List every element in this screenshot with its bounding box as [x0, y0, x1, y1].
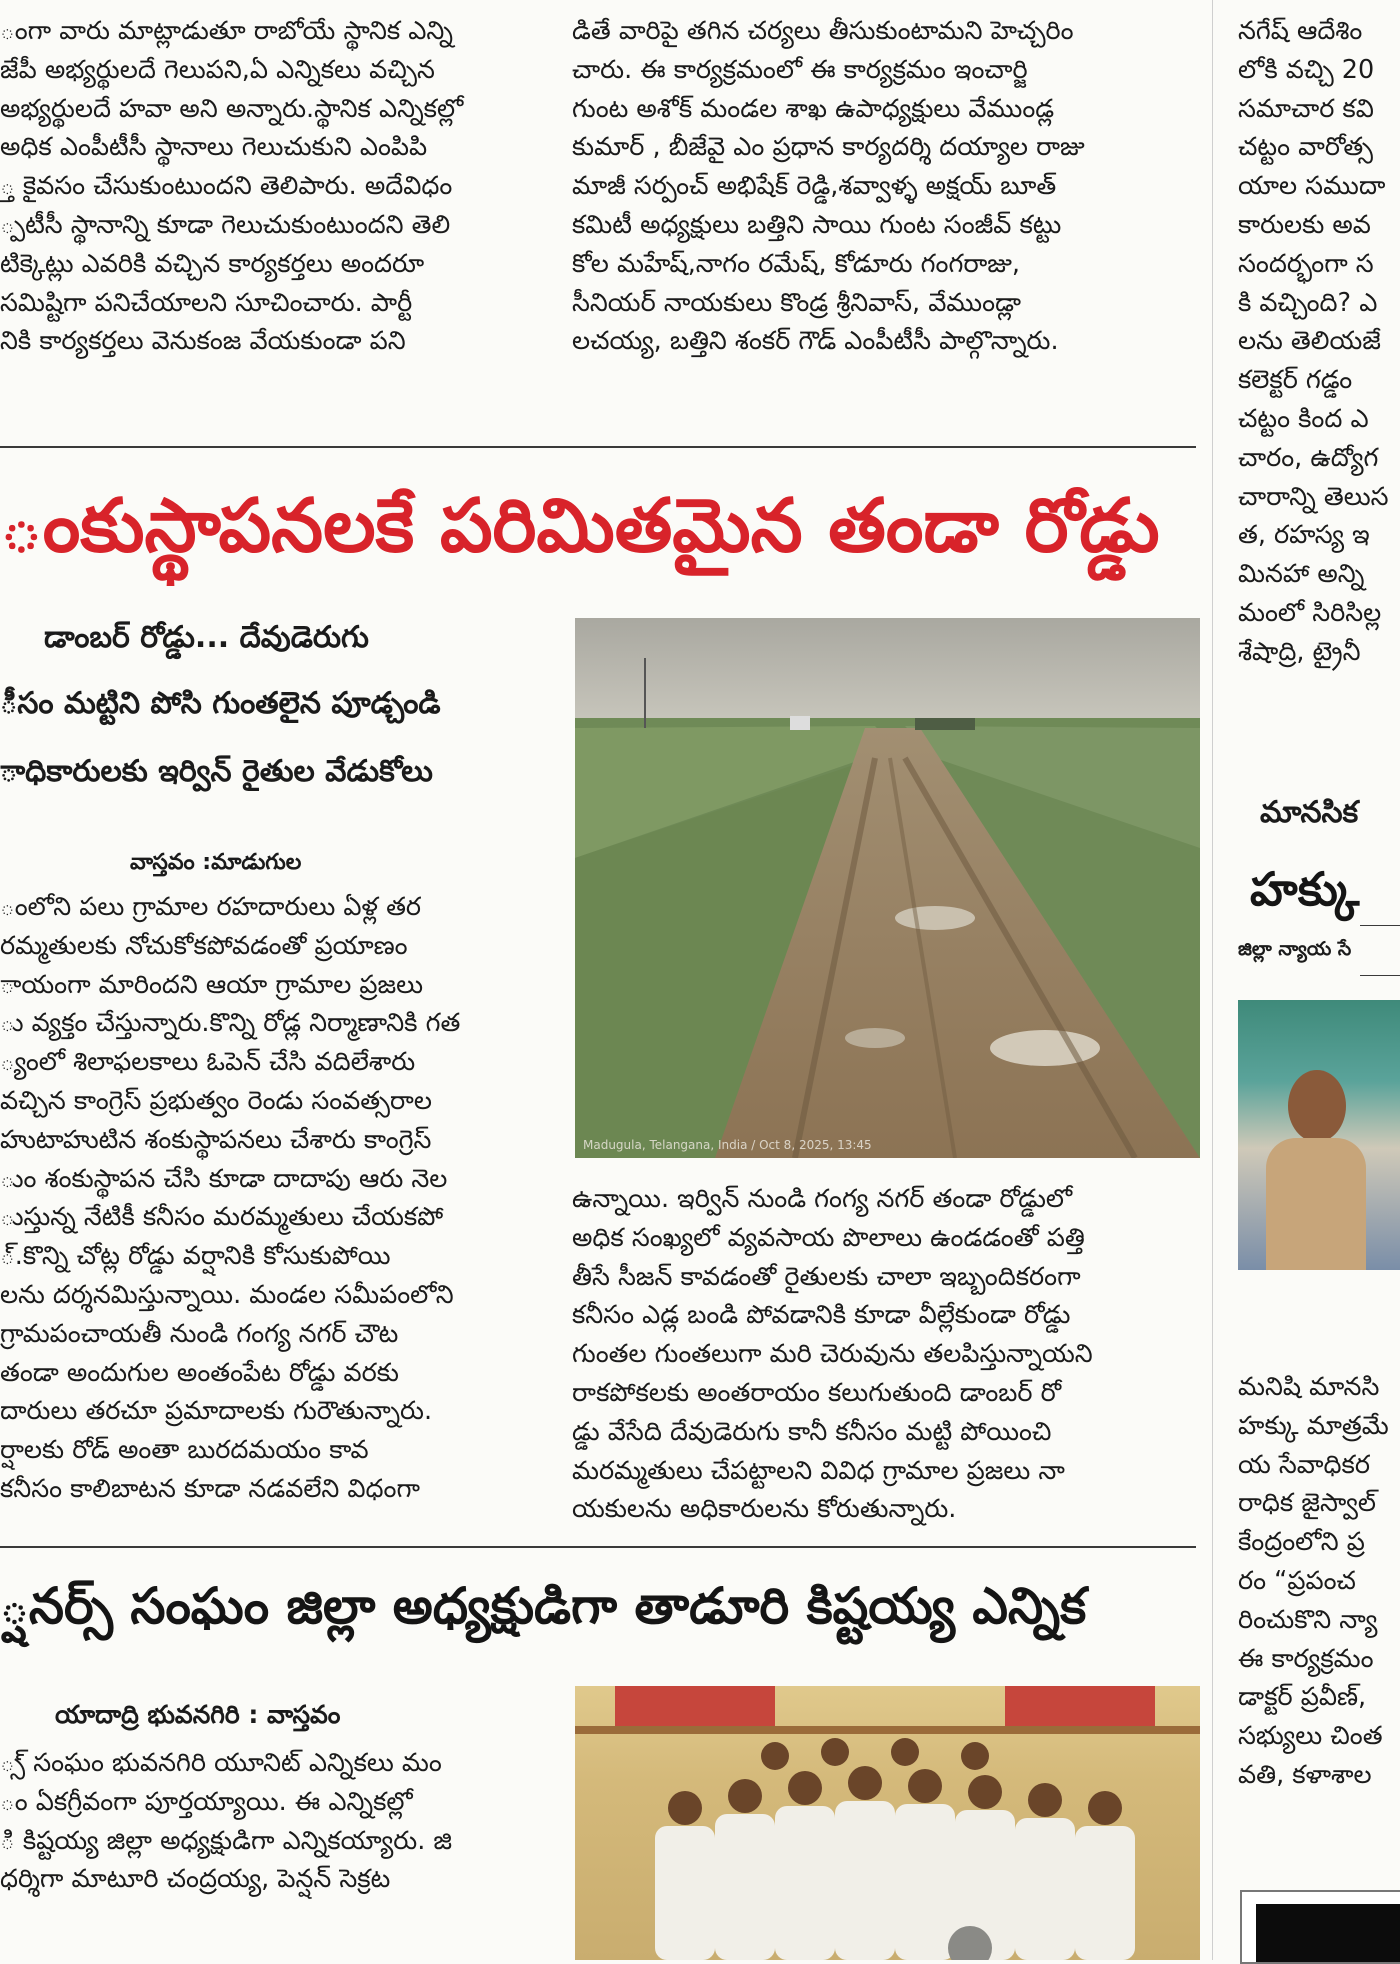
- text-line: య సేవాధికర: [1238, 1449, 1370, 1480]
- text-line: తండా అందుగుల అంతంపేట రోడ్డు వరకు: [0, 1357, 399, 1388]
- column-divider: [1212, 0, 1213, 1960]
- text-line: కనీసం ఎడ్ల బండి పోవడానికి కూడా వీల్లేకుండా రోడ్డు: [572, 1300, 1071, 1331]
- text-line: అధిక ఎంపీటీసీ స్థానాలు గెలుచుకుని ఎంపిపి: [0, 132, 428, 163]
- story1-byline: వాస్తవం :మాడుగుల: [130, 850, 302, 875]
- story2-headline: ్షనర్స్ సంఘం జిల్లా అధ్యక్షుడిగా తాడూరి కిష్టయ్య ఎన్నిక: [0, 1577, 1087, 1635]
- text-line: తీసే సీజన్ కావడంతో రైతులకు చాలా ఇబ్బందికరంగా: [572, 1261, 1081, 1292]
- text-line: ంలోని పలు గ్రామాల రహదారులు ఏళ్ల తర: [0, 892, 422, 922]
- text-line: డ్డు వేసేది దేవుడెరుగు కానీ కనీసం మట్టి పోయించి: [572, 1416, 1052, 1447]
- text-line: మాజీ సర్పంచ్ అభిషేక్ రెడ్డి,శవ్వాళ్ళ అక్షయ్ బూత్: [572, 171, 1057, 202]
- text-line: ంగా వారు మాట్లాడుతూ రాబోయే స్థానిక ఎన్ని: [0, 16, 453, 46]
- text-line: ుస్తున్న నేటికీ కనీసం మరమ్మతులు చేయకపో: [0, 1202, 444, 1233]
- story1-subheadline-1: డాంబర్ రోడ్డు... దేవుడెరుగు: [44, 620, 369, 655]
- text-line: రమ్మతులకు నోచుకోకపోవడంతో ప్రయాణం: [0, 930, 408, 961]
- text-line: శేషాద్రి, ట్రైనీ: [1238, 636, 1361, 667]
- right-column-lower-text: [1238, 1368, 1400, 1838]
- text-line: గుంట అశోక్ మండల శాఖ ఉపాధ్యక్షులు వేముండ్ల: [572, 93, 1055, 124]
- text-line: కుమార్ , బీజేవై ఎం ప్రధాన కార్యదర్శి దయ్యాల రాజు: [572, 132, 1085, 163]
- text-line: ్యంలో శిలాఫలకాలు ఓపెన్ చేసి వదిలేశారు: [0, 1047, 416, 1078]
- text-line: ర్షాలకు రోడ్ అంతా బురదమయం కావ: [0, 1435, 369, 1466]
- text-line: అభ్యర్థులదే హవా అని అన్నారు.స్థానిక ఎన్నికల్లో: [0, 93, 464, 124]
- text-line: సమిష్టిగా పనిచేయాలని సూచించారు. పార్టీ: [0, 287, 413, 318]
- text-line: చట్టం కింద ఎ: [1238, 403, 1369, 434]
- text-line: దారులు తరచూ ప్రమాదాలకు గురౌతున్నారు.: [0, 1396, 433, 1427]
- text-line: ్త కైవసం చేసుకుంటుందని తెలిపారు. అదేవిధం: [0, 171, 453, 202]
- text-line: రం “ప్రపంచ: [1238, 1565, 1356, 1596]
- text-line: లను తెలియజే: [1238, 326, 1381, 357]
- text-line: త, రహస్య ఇ: [1238, 520, 1370, 551]
- text-line: ి కిష్టయ్య జిల్లా అధ్యక్షుడిగా ఎన్నికయ్యారు. జి: [0, 1825, 453, 1856]
- text-line: ుం శంకుస్థాపన చేసి కూడా దాదాపు ఆరు నెల: [0, 1163, 448, 1194]
- section-divider: [0, 446, 1196, 448]
- text-line: మంలో సిరిసిల్ల: [1238, 597, 1382, 628]
- text-line: కమిటీ అధ్యక్షులు బత్తిని సాయి గుంట సంజీవ్ కట్టు: [572, 209, 1062, 240]
- person-figure: [1266, 1070, 1366, 1270]
- text-line: వతి, కళాశాల: [1238, 1759, 1372, 1790]
- road-photo: [575, 618, 1200, 1158]
- text-line: ం ఏకగ్రీవంగా పూర్తయ్యాయి. ఈ ఎన్నికల్లో: [0, 1786, 413, 1817]
- text-line: వచ్చిన కాంగ్రెస్ ప్రభుత్వం రెండు సంవత్సరాల: [0, 1085, 432, 1116]
- text-line: కోల మహేష్,నాగం రమేష్, కోడూరు గంగరాజు,: [572, 248, 1021, 279]
- right-byline: జిల్లా న్యాయ సే: [1238, 938, 1352, 960]
- text-line: కేంద్రంలోని ప్ర: [1238, 1527, 1365, 1558]
- right-subheadline: మానసిక: [1260, 795, 1359, 830]
- story1-right-text: [572, 1180, 1202, 1540]
- text-line: ధర్శిగా మాటూరి చంద్రయ్య, పెన్షన్ సెక్రట: [0, 1864, 391, 1895]
- text-line: రాకపోకలకు అంతరాయం కలుగుతుంది డాంబర్ రో: [572, 1377, 1062, 1408]
- text-line: రాధిక జైస్వాల్: [1238, 1488, 1377, 1519]
- group-photo: [575, 1686, 1200, 1960]
- text-line: నగేష్ ఆదేశిం: [1238, 16, 1363, 46]
- top-left-column-text: [0, 12, 545, 382]
- story2-byline: యాదాద్రి భువనగిరి : వాస్తవం: [55, 1700, 341, 1729]
- text-line: హుటాహుటిన శంకుస్థాపనలు చేశారు కాంగ్రెస్: [0, 1124, 432, 1155]
- group-of-people-image: [575, 1686, 1200, 1960]
- text-line: గుంతల గుంతలుగా మరి చెరువును తలపిస్తున్నాయని: [572, 1339, 1093, 1370]
- text-line: డాక్టర్ ప్రవీణ్,: [1238, 1682, 1367, 1713]
- text-line: లచయ్య, బత్తిని శంకర్ గౌడ్ ఎంపీటీసీ పాల్గొన్నారు.: [572, 326, 1059, 357]
- right-byline-rule: [1360, 925, 1400, 926]
- text-line: యాల సముదా: [1238, 171, 1386, 202]
- text-line: మనిషి మానసి: [1238, 1372, 1380, 1402]
- text-line: సభ్యులు చింత: [1238, 1721, 1383, 1752]
- text-line: కారులకు అవ: [1238, 209, 1371, 240]
- text-line: ఈ కార్యక్రమం: [1238, 1643, 1374, 1674]
- text-line: టిక్కెట్లు ఎవరికి వచ్చిన కార్యకర్తలు అందరూ: [0, 248, 425, 279]
- text-line: ఉన్నాయి. ఇర్విన్ నుండి గంగ్య నగర్ తండా రోడ్డులో: [572, 1184, 1073, 1214]
- text-line: మరమ్మతులు చేపట్టాలని వివిధ గ్రామాల ప్రజలు నా: [572, 1455, 1065, 1486]
- text-line: కి వచ్చింది? ఎ: [1238, 287, 1378, 318]
- text-line: కలెక్టర్ గడ్డం: [1238, 365, 1353, 396]
- right-byline-rule: [1360, 975, 1400, 976]
- story1-headline: ంకుస్థాపనలకే పరిమితమైన తండా రోడ్డు: [0, 483, 1160, 569]
- text-line: లను దర్శనమిస్తున్నాయి. మండల సమీపంలోని: [0, 1279, 454, 1310]
- text-line: ్పటీసీ స్థానాన్ని కూడా గెలుచుకుంటుందని తెలి: [0, 209, 451, 240]
- text-line: చారు. ఈ కార్యక్రమంలో ఈ కార్యక్రమం ఇంచార్జి: [572, 54, 1028, 85]
- text-line: లోకి వచ్చి 20: [1238, 54, 1375, 85]
- story1-subheadline-3: ాధికారులకు ఇర్విన్ రైతుల వేడుకోలు: [0, 754, 433, 789]
- text-line: నికి కార్యకర్తలు వెనుకంజ వేయకుండా పని: [0, 326, 406, 357]
- text-line: ాయంగా మారిందని ఆయా గ్రామాల ప్రజలు: [0, 969, 424, 1000]
- text-line: ు వ్యక్తం చేస్తున్నారు.కొన్ని రోడ్ల నిర్మాణానికి గత: [0, 1008, 461, 1039]
- text-line: రించుకొని న్యా: [1238, 1604, 1378, 1635]
- text-line: యకులను అధికారులను కోరుతున్నారు.: [572, 1494, 957, 1525]
- section-divider: [0, 1546, 1196, 1548]
- text-line: చట్టం వారోత్స: [1238, 132, 1373, 163]
- text-line: మినహా అన్ని: [1238, 559, 1365, 590]
- text-line: చారం, ఉద్యోగ: [1238, 442, 1379, 473]
- text-line: హక్కు మాత్రమే: [1238, 1410, 1389, 1441]
- photo-caption: Madugula, Telangana, India / Oct 8, 2025, 13:45: [583, 1138, 872, 1152]
- text-line: జేపీ అభ్యర్థులదే గెలుపని,ఏ ఎన్నికలు వచ్చిన: [0, 54, 435, 85]
- top-middle-column-text: [572, 12, 1192, 382]
- text-line: ్.కొన్ని చోట్ల రోడ్డు వర్షానికి కోసుకుపోయి: [0, 1241, 391, 1272]
- text-line: చారాన్ని తెలుస: [1238, 481, 1389, 512]
- story2-text: [0, 1744, 545, 1960]
- right-bottom-photo: [1240, 1890, 1400, 1964]
- story1-subheadline-2: ీసం మట్టిని పోసి గుంతలైన పూడ్చండి: [0, 686, 441, 721]
- right-column-text: [1238, 12, 1400, 692]
- story1-left-text: [0, 888, 545, 1516]
- text-line: సమాచార కవి: [1238, 93, 1374, 124]
- text-line: ్స్ సంఘం భువనగిరి యూనిట్ ఎన్నికలు మం: [0, 1748, 442, 1778]
- text-line: కనీసం కాలిబాటన కూడా నడవలేని విధంగా: [0, 1473, 420, 1504]
- right-column-photo: [1238, 1000, 1400, 1270]
- text-line: సందర్భంగా స: [1238, 248, 1374, 279]
- right-headline: హక్కు: [1250, 862, 1360, 916]
- text-line: అధిక సంఖ్యలో వ్యవసాయ పొలాలు ఉండడంతో పత్తి: [572, 1222, 1085, 1253]
- text-line: గ్రామపంచాయతీ నుండి గంగ్య నగర్ చౌట: [0, 1318, 399, 1349]
- muddy-road-image: [575, 618, 1200, 1158]
- text-line: డితే వారిపై తగిన చర్యలు తీసుకుంటామని హెచ్చరిం: [572, 16, 1074, 46]
- text-line: సీనియర్ నాయకులు కొండ్ర శ్రీనివాస్, వేముండ్లా: [572, 287, 1022, 318]
